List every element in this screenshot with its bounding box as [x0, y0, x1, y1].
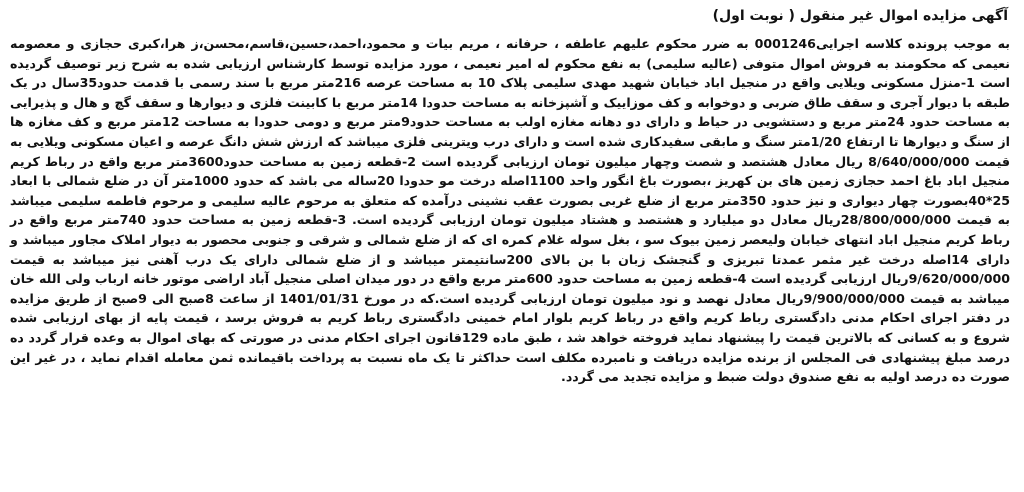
notice-body-text: به موجب پرونده کلاسه اجرایی0001246 به ضرر محکوم علیهم عاطفه ، حرفانه ، مریم بیات و محمود،احمد،حسین،قاسم،محسن،ز هرا،کبری حجازی و معصومه نعیمی که محکومند به فروش اموال متوفی (عالیه سلیمی) به نفع محکوم له امیر نعیمی ، مورد مزایده توسط کارشناس ارزیابی شده به شرح زیر توصیف گردیده است 1-منزل مسکونی ویلایی واقع در منجیل اباد خیابان شهید مهدی سلیمی پلاک 10 به مساحت عرصه 216متر مربع با سند رسمی با قدمت حدود35سال در یک طبقه با دیوار آجری و سقف طاق ضربی و دوخوابه و کف موزاییک و آشپزخانه به مساحت حدودا 14متر مربع با کابینت فلزی و دیوارها و سقف گچ و هال و پذیرایی به مساحت حدود 24متر مربع و دستشویی در حیاط و دارای دو دهانه مغازه اولب به مساحت حدود9متر مربع و دومی حدودا به مساحت 12متر مربع و کف مغازه ها از سنگ و دیوارها تا ارتفاع 1/20متر سنگ و مابقی سفیدکاری شده است و دارای درب ویترینی فلزی میباشد که ارزش شش دانگ عرصه و اعیان مسکونی ویلایی به قیمت 8/640/000/000 ریال معادل هشتصد و شصت وچهار میلیون تومان ارزیابی گردیده است 2-قطعه زمین به مساحت حدود3600متر مربع واقع در رباط کریم منجیل اباد باغ احمد حجازی زمین های بن کهریز ،بصورت باغ انگور واحد 1100اصله درخت مو حدودا 20ساله می باشد که حدود 1000متر آن در ضلع شمالی با ابعاد 25*40بصورت چهار دیواری و نیز حدود 350متر مربع از ضلع غربی بصورت عقب نشینی درآمده که متعلق به مرحوم عالیه سلیمی و مرحوم فاطمه سلیمی میباشد به قیمت 28/800/000/000ریال معادل دو میلیارد و هشتصد و هشتاد میلیون تومان ارزیابی گردیده است. 3-قطعه زمین به مساحت حدود 740متر مربع واقع در رباط کریم منجیل اباد انتهای خیابان ولیعصر زمین بیوک سو ، بغل سوله غلام کمره ای که از ضلع شمالی و شرقی و جنوبی محصور به دیوار املاک مجاور میباشد و دارای 14اصله درخت غیر مثمر عمدتا تبریزی و گنجشک زبان با بن بالای 200سانتیمتر میباشد و از ضلع شمالی دارای یک درب آهنی نیز میباشد به قیمت 9/620/000/000ریال ارزیابی گردیده است 4-قطعه زمین به مساحت حدود 600متر مربع واقع در دور میدان اصلی منجیل آباد اراضی موتور خانه ارباب ولی الله خان میباشد به قیمت 9/900/000/000ریال معادل نهصد و نود میلیون تومان ارزیابی گردیده است.که در مورخ 1401/01/31 از ساعت 8صبح الی 9صبح از طریق مزایده در دفتر اجرای احکام مدنی دادگستری رباط کریم واقع در رباط کریم بلوار امام خمینی دادگستری رباط کریم به فروش برسد ، قیمت پایه از بهای ارزیابی شده شروع و به کسانی که بالاترین قیمت را پیشنهاد نماید فروخته خواهد شد ، طبق ماده 129قانون اجرای احکام مدنی در صورتی که بهای اموال به وعده قرار گردد ده درصد مبلغ پیشنهادی فی المجلس از برنده مزایده دریافت و نامبرده مکلف است حداکثر تا یک ماه نسبت به پرداخت باقیمانده ثمن معامله اقدام نماید ، در غیر این صورت ده درصد اولیه به نفع صندوق دولت ضبط و مزایده تجدید می گردد. [10, 36, 1011, 385]
notice-title: آگهی مزایده اموال غیر منقول ( نوبت اول) [712, 8, 1008, 24]
